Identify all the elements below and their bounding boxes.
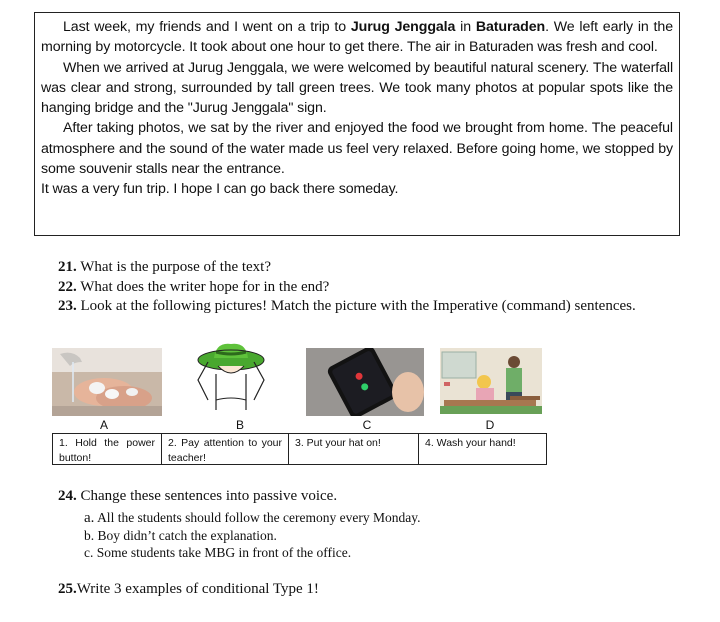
paragraph-4: It was a very fun trip. I hope I can go back there someday.	[41, 181, 399, 198]
label-d: D	[485, 418, 495, 432]
question-22: 22. What does the writer hope for in the end?	[58, 279, 330, 295]
picture-c-phone	[306, 348, 424, 416]
q24-item-c: c. Some students take MBG in front of the office.	[84, 545, 352, 560]
question-21: 21. What is the purpose of the text?	[58, 259, 272, 275]
q24-item-a: a. All the students should follow the ceremony every Monday.	[84, 510, 421, 526]
label-c: C	[362, 418, 372, 432]
question-25: 25.Write 3 examples of conditional Type 1!	[58, 581, 319, 597]
paragraph-3: After taking photos, we sat by the river and enjoyed the food we brought from home. The peaceful atmosphere and the sound of the water made us feel very relaxed. Before going home, we stopped by some souvenir stalls near the entrance.	[41, 120, 673, 178]
label-a: A	[99, 418, 108, 432]
paragraph-1: Last week, my friends and I went on a trip to Jurug Jenggala in Baturaden. We left early in the morning by motorcycle. It took about one hour to get there. The air in Baturaden was fresh and cool.	[41, 19, 673, 56]
picture-a-washing-hands	[52, 348, 162, 416]
picture-d-classroom	[440, 348, 542, 414]
sentence-1: 1. Hold the power button!	[52, 433, 162, 465]
sentence-3: 3. Put your hat on!	[288, 433, 419, 465]
paragraph-2: When we arrived at Jurug Jenggala, we were welcomed by beautiful natural scenery. The waterfall was clear and strong, surrounded by tall green trees. We took many photos at popular spots like the hanging bridge and the "Jurug Jenggala" sign.	[41, 59, 673, 117]
question-24: 24. Change these sentences into passive voice.	[58, 488, 338, 504]
sentence-4: 4. Wash your hand!	[418, 433, 547, 465]
q24-item-b: b. Boy didn’t catch the explanation.	[84, 528, 277, 543]
sentence-2: 2. Pay attention to your teacher!	[161, 433, 289, 465]
reading-passage	[34, 12, 680, 236]
question-23: 23. Look at the following pictures! Match the picture with the Imperative (command) sentences.	[58, 298, 636, 314]
picture-b-hat	[186, 340, 276, 416]
label-b: B	[235, 418, 244, 432]
